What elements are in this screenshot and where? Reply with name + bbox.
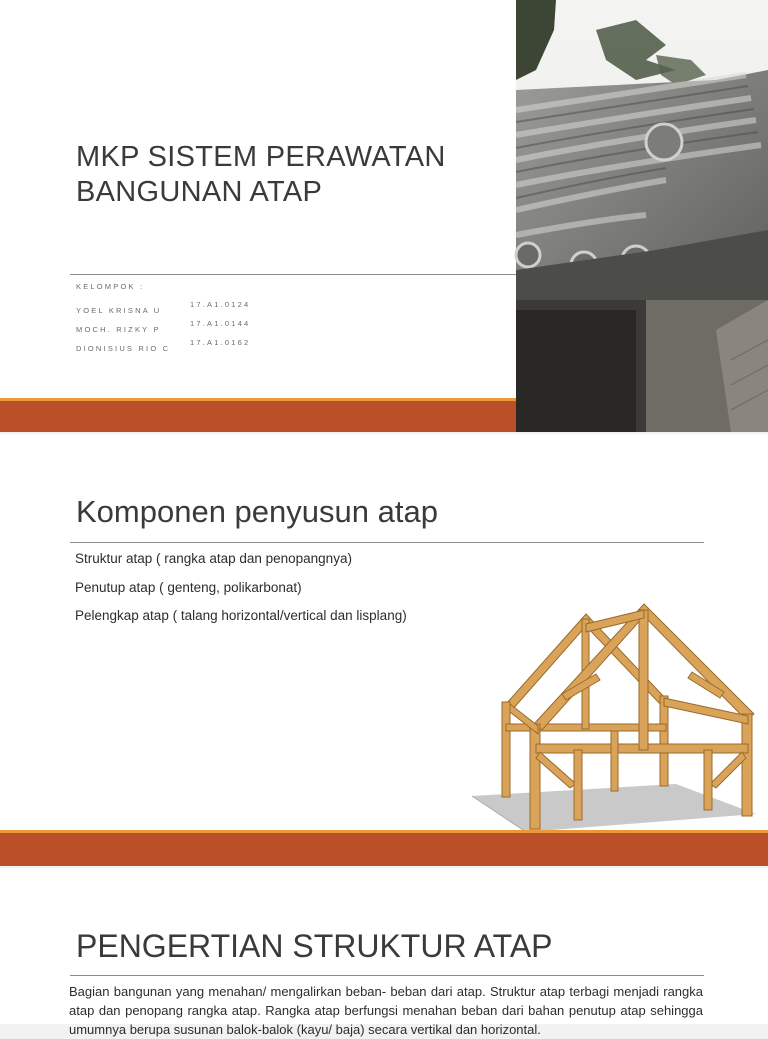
slide-heading: Komponen penyusun atap	[76, 494, 438, 529]
member-name: YOEL KRISNA U	[76, 306, 162, 315]
accent-band	[0, 833, 768, 866]
title-divider	[70, 274, 516, 275]
definition-text: Bagian bangunan yang menahan/ mengalirkan beban- beban dari atap. Struktur atap terbagi menjadi rangka atap dan penopang rangka atap. Rangka atap berfungsi menahan beban dari bahan penutup atap sehingga umumnya berupa susunan balok-balok (kayu/ baja) secara vertikal dan horizontal.	[69, 984, 703, 1037]
timber-frame-illustration	[466, 574, 762, 834]
roof-photo	[516, 0, 768, 432]
slide-title	[0, 0, 768, 432]
heading-divider	[70, 542, 704, 543]
title-line-1: MKP SISTEM PERAWATAN	[76, 141, 446, 173]
group-heading: KELOMPOK :	[76, 282, 145, 291]
member-name: MOCH. RIZKY P	[76, 325, 161, 334]
slide-roof-components	[0, 434, 768, 866]
heading-divider	[70, 975, 704, 976]
list-item: Pelengkap atap ( talang horizontal/vertical dan lisplang)	[75, 608, 407, 623]
member-id: 17.A1.0162	[190, 338, 251, 347]
member-row	[76, 338, 251, 356]
list-item: Struktur atap ( rangka atap dan penopangnya)	[75, 551, 352, 566]
member-name: DIONISIUS RIO C	[76, 344, 171, 353]
member-id: 17.A1.0144	[190, 319, 251, 328]
title-line-2: BANGUNAN ATAP	[76, 176, 323, 208]
accent-band	[0, 401, 516, 432]
member-row	[76, 319, 251, 337]
slide-roof-structure-definition	[0, 868, 768, 1037]
member-row	[76, 300, 251, 318]
member-id: 17.A1.0124	[190, 300, 251, 309]
list-item: Penutup atap ( genteng, polikarbonat)	[75, 580, 302, 595]
presentation-title	[76, 140, 496, 210]
slide-heading: PENGERTIAN STRUKTUR ATAP	[76, 928, 553, 964]
